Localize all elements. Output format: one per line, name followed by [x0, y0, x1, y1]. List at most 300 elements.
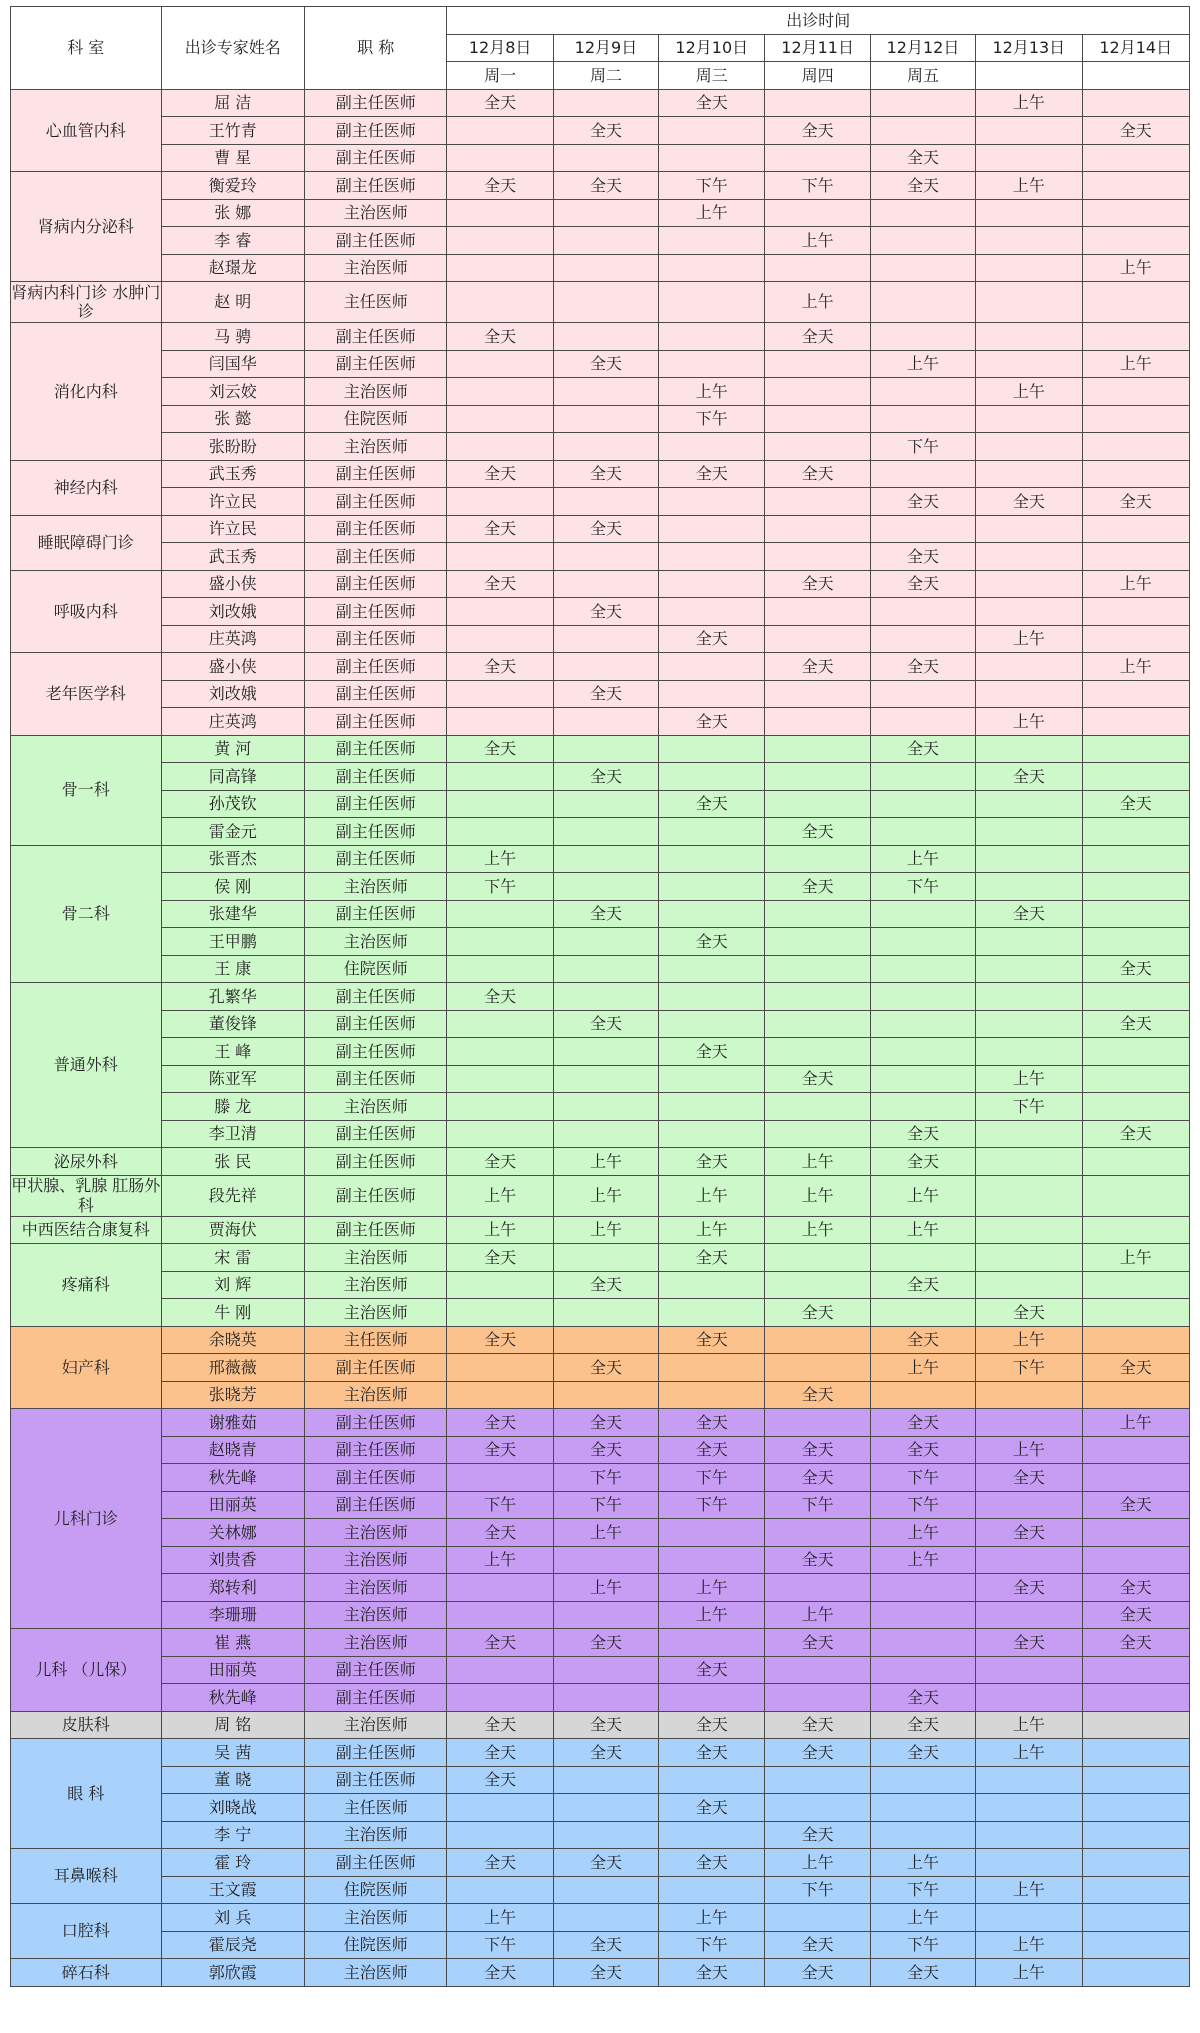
schedule-cell: 上午: [1082, 1409, 1190, 1437]
table-row: [11, 1959, 1190, 1987]
schedule-cell: [1082, 1148, 1190, 1176]
schedule-cell: 全天: [447, 983, 553, 1011]
doctor-name: 余晓英: [161, 1326, 304, 1354]
doctor-name: 李 宁: [161, 1821, 304, 1849]
schedule-cell: [553, 708, 658, 736]
schedule-cell: [553, 845, 658, 873]
doctor-name: 孙茂钦: [161, 790, 304, 818]
schedule-cell: [553, 1601, 658, 1629]
doctor-title: 副主任医师: [304, 1065, 446, 1093]
schedule-cell: [1082, 1876, 1190, 1904]
doctor-title: 主任医师: [304, 282, 446, 323]
table-header: [11, 7, 1190, 90]
schedule-cell: 上午: [659, 1175, 765, 1216]
doctor-title: 主治医师: [304, 199, 446, 227]
doctor-title: 副主任医师: [304, 790, 446, 818]
doctor-title: 主治医师: [304, 1574, 446, 1602]
schedule-cell: [976, 1601, 1082, 1629]
doctor-title: 副主任医师: [304, 144, 446, 172]
schedule-cell: [553, 227, 658, 255]
doctor-name: 孔繁华: [161, 983, 304, 1011]
table-row: [11, 1326, 1190, 1354]
schedule-cell: [1082, 1794, 1190, 1822]
schedule-cell: 全天: [765, 1381, 870, 1409]
schedule-cell: 下午: [447, 1931, 553, 1959]
schedule-cell: [447, 254, 553, 282]
table-row: [11, 89, 1190, 117]
table-row: [11, 1299, 1190, 1327]
schedule-cell: 上午: [870, 1904, 975, 1932]
table-row: [11, 598, 1190, 626]
schedule-cell: [765, 1038, 870, 1066]
schedule-cell: 全天: [447, 1711, 553, 1739]
schedule-cell: [870, 763, 975, 791]
schedule-cell: [659, 1546, 765, 1574]
schedule-cell: [765, 845, 870, 873]
table-row: [11, 1794, 1190, 1822]
doctor-name: 李卫清: [161, 1120, 304, 1148]
schedule-cell: [870, 708, 975, 736]
schedule-cell: 上午: [765, 1601, 870, 1629]
table-row: [11, 1093, 1190, 1121]
schedule-cell: 全天: [553, 900, 658, 928]
schedule-cell: 全天: [659, 708, 765, 736]
schedule-cell: [976, 1491, 1082, 1519]
schedule-cell: [1082, 172, 1190, 200]
schedule-cell: [976, 790, 1082, 818]
schedule-cell: [553, 1656, 658, 1684]
schedule-cell: [553, 1821, 658, 1849]
schedule-cell: [976, 1409, 1082, 1437]
table-row: [11, 433, 1190, 461]
schedule-cell: [765, 254, 870, 282]
schedule-cell: 上午: [447, 1216, 553, 1244]
schedule-cell: [553, 323, 658, 351]
schedule-cell: [765, 350, 870, 378]
schedule-cell: 下午: [870, 1931, 975, 1959]
schedule-cell: [976, 873, 1082, 901]
schedule-cell: [1082, 598, 1190, 626]
doctor-name: 宋 雷: [161, 1244, 304, 1272]
doctor-name: 赵晓青: [161, 1436, 304, 1464]
department-cell: 甲状腺、乳腺 肛肠外科: [11, 1176, 161, 1215]
schedule-cell: [870, 928, 975, 956]
schedule-cell: [447, 708, 553, 736]
schedule-cell: 下午: [553, 1491, 658, 1519]
doctor-title: 副主任医师: [304, 680, 446, 708]
department-cell: 心血管内科: [11, 89, 162, 172]
doctor-name: 崔 燕: [161, 1629, 304, 1657]
schedule-cell: [553, 1546, 658, 1574]
schedule-cell: [765, 735, 870, 763]
schedule-cell: [447, 1120, 553, 1148]
schedule-cell: [1082, 405, 1190, 433]
table-row: [11, 1409, 1190, 1437]
doctor-name: 周 铭: [161, 1711, 304, 1739]
schedule-cell: 全天: [1082, 1010, 1190, 1038]
schedule-cell: [765, 1010, 870, 1038]
schedule-cell: 上午: [553, 1148, 658, 1176]
doctor-name: 曹 星: [161, 144, 304, 172]
schedule-cell: 全天: [870, 570, 975, 598]
doctor-name: 雷金元: [161, 818, 304, 846]
schedule-cell: 上午: [659, 1904, 765, 1932]
table-row: [11, 653, 1190, 681]
department-cell: 儿科 （儿保）: [11, 1629, 162, 1712]
schedule-cell: [870, 680, 975, 708]
schedule-cell: [1082, 1766, 1190, 1794]
schedule-cell: 上午: [870, 1849, 975, 1877]
schedule-cell: 全天: [765, 818, 870, 846]
doctor-title: 副主任医师: [304, 653, 446, 681]
doctor-name: 武玉秀: [161, 460, 304, 488]
schedule-cell: 全天: [659, 1656, 765, 1684]
schedule-cell: [1082, 1271, 1190, 1299]
schedule-cell: [447, 680, 553, 708]
schedule-cell: [553, 1326, 658, 1354]
doctor-title: 副主任医师: [304, 845, 446, 873]
schedule-cell: [447, 763, 553, 791]
doctor-name: 秋先峰: [161, 1464, 304, 1492]
doctor-title: 副主任医师: [304, 708, 446, 736]
schedule-cell: [659, 1120, 765, 1148]
schedule-cell: 全天: [553, 1959, 658, 1987]
schedule-cell: [447, 433, 553, 461]
table-row: [11, 1491, 1190, 1519]
schedule-cell: 全天: [1082, 488, 1190, 516]
doctor-name: 侯 刚: [161, 873, 304, 901]
table-row: [11, 845, 1190, 873]
schedule-cell: 上午: [447, 845, 553, 873]
schedule-body: [11, 89, 1190, 1986]
schedule-cell: [553, 254, 658, 282]
doctor-title: 副主任医师: [304, 323, 446, 351]
department-cell: 睡眠障碍门诊: [11, 515, 162, 570]
doctor-name: 董俊锋: [161, 1010, 304, 1038]
schedule-cell: [870, 1244, 975, 1272]
schedule-cell: 上午: [976, 625, 1082, 653]
schedule-cell: [553, 1093, 658, 1121]
schedule-cell: 全天: [553, 1010, 658, 1038]
schedule-cell: 上午: [659, 199, 765, 227]
schedule-cell: [765, 433, 870, 461]
department-cell: 疼痛科: [11, 1244, 162, 1327]
doctor-name: 滕 龙: [161, 1093, 304, 1121]
schedule-cell: [553, 570, 658, 598]
schedule-cell: [1082, 1546, 1190, 1574]
table-row: [11, 543, 1190, 571]
schedule-cell: [870, 598, 975, 626]
schedule-cell: 上午: [870, 1546, 975, 1574]
schedule-cell: [659, 254, 765, 282]
schedule-cell: 全天: [447, 1409, 553, 1437]
schedule-cell: [976, 1684, 1082, 1712]
table-row: [11, 117, 1190, 145]
schedule-cell: [1082, 282, 1190, 323]
schedule-cell: [976, 117, 1082, 145]
schedule-cell: [870, 323, 975, 351]
schedule-cell: [870, 378, 975, 406]
schedule-cell: 上午: [1082, 254, 1190, 282]
schedule-cell: 上午: [976, 1931, 1082, 1959]
schedule-cell: 上午: [870, 1216, 975, 1244]
schedule-cell: [659, 1629, 765, 1657]
schedule-cell: [1082, 763, 1190, 791]
schedule-cell: 全天: [659, 1244, 765, 1272]
schedule-cell: [976, 543, 1082, 571]
table-row: [11, 460, 1190, 488]
schedule-cell: 全天: [765, 1436, 870, 1464]
schedule-cell: [1082, 1739, 1190, 1767]
schedule-cell: [553, 543, 658, 571]
schedule-cell: 上午: [976, 708, 1082, 736]
schedule-cell: [1082, 323, 1190, 351]
doctor-name: 刘晓战: [161, 1794, 304, 1822]
schedule-cell: [765, 1904, 870, 1932]
doctor-title: 副主任医师: [304, 350, 446, 378]
doctor-title: 主治医师: [304, 873, 446, 901]
schedule-cell: [659, 1065, 765, 1093]
doctor-name: 屈 洁: [161, 89, 304, 117]
doctor-title: 主治医师: [304, 254, 446, 282]
doctor-title: 住院医师: [304, 955, 446, 983]
doctor-name: 王甲鹏: [161, 928, 304, 956]
header-title: 职 称: [304, 7, 446, 90]
table-row: [11, 405, 1190, 433]
table-row: [11, 227, 1190, 255]
schedule-cell: [553, 955, 658, 983]
schedule-cell: [553, 282, 658, 323]
department-cell: 眼 科: [11, 1739, 162, 1849]
doctor-title: 副主任医师: [304, 172, 446, 200]
table-row: [11, 1381, 1190, 1409]
schedule-cell: [976, 323, 1082, 351]
doctor-name: 许立民: [161, 515, 304, 543]
schedule-cell: [1082, 1464, 1190, 1492]
schedule-cell: [447, 1574, 553, 1602]
schedule-cell: 下午: [659, 1464, 765, 1492]
doctor-name: 霍辰尧: [161, 1931, 304, 1959]
schedule-cell: 全天: [553, 1739, 658, 1767]
header-dept: 科 室: [11, 7, 162, 90]
department-cell: 消化内科: [11, 323, 162, 461]
schedule-cell: [976, 1148, 1082, 1176]
schedule-cell: 全天: [553, 460, 658, 488]
doctor-title: 副主任医师: [304, 625, 446, 653]
schedule-cell: [447, 488, 553, 516]
schedule-cell: [976, 735, 1082, 763]
schedule-cell: [1082, 1436, 1190, 1464]
header-weekday: 周一: [447, 62, 553, 90]
schedule-cell: 下午: [870, 1876, 975, 1904]
schedule-cell: 全天: [870, 1739, 975, 1767]
schedule-cell: [1082, 89, 1190, 117]
schedule-cell: 全天: [447, 1849, 553, 1877]
schedule-cell: 全天: [765, 1546, 870, 1574]
doctor-title: 副主任医师: [304, 598, 446, 626]
doctor-title: 副主任医师: [304, 1120, 446, 1148]
table-row: [11, 515, 1190, 543]
schedule-cell: 全天: [447, 1766, 553, 1794]
schedule-cell: [976, 653, 1082, 681]
schedule-cell: [553, 873, 658, 901]
schedule-cell: [659, 818, 765, 846]
table-row: [11, 1120, 1190, 1148]
doctor-title: 副主任医师: [304, 515, 446, 543]
schedule-cell: [447, 790, 553, 818]
schedule-cell: [976, 144, 1082, 172]
header-weekday: [976, 62, 1082, 90]
schedule-cell: 全天: [447, 1436, 553, 1464]
schedule-cell: [1082, 460, 1190, 488]
department-cell: 儿科门诊: [11, 1409, 162, 1629]
schedule-cell: 全天: [870, 1271, 975, 1299]
schedule-cell: 全天: [659, 1959, 765, 1987]
schedule-cell: 下午: [870, 873, 975, 901]
department-cell: 呼吸内科: [11, 570, 162, 653]
doctor-title: 主治医师: [304, 928, 446, 956]
schedule-cell: [447, 543, 553, 571]
schedule-cell: [553, 928, 658, 956]
schedule-cell: [870, 515, 975, 543]
doctor-title: 住院医师: [304, 1876, 446, 1904]
department-cell: 中西医结合康复科: [11, 1216, 162, 1244]
schedule-cell: 下午: [447, 1491, 553, 1519]
schedule-cell: 全天: [870, 735, 975, 763]
schedule-cell: [765, 1093, 870, 1121]
doctor-title: 主治医师: [304, 1601, 446, 1629]
schedule-cell: 全天: [765, 1821, 870, 1849]
table-row: [11, 955, 1190, 983]
schedule-cell: [1082, 928, 1190, 956]
schedule-cell: [1082, 199, 1190, 227]
department-cell: 口腔科: [11, 1904, 162, 1959]
schedule-cell: [553, 199, 658, 227]
schedule-cell: [976, 1010, 1082, 1038]
schedule-cell: [447, 1093, 553, 1121]
doctor-title: 副主任医师: [304, 1409, 446, 1437]
schedule-cell: 全天: [553, 350, 658, 378]
schedule-cell: 全天: [765, 1739, 870, 1767]
doctor-title: 副主任医师: [304, 900, 446, 928]
table-row: [11, 1148, 1190, 1176]
doctor-name: 牛 刚: [161, 1299, 304, 1327]
doctor-name: 霍 玲: [161, 1849, 304, 1877]
schedule-cell: 全天: [659, 1409, 765, 1437]
schedule-cell: 下午: [553, 1464, 658, 1492]
doctor-name: 刘 兵: [161, 1904, 304, 1932]
table-row: [11, 735, 1190, 763]
schedule-cell: [976, 1821, 1082, 1849]
doctor-name: 段先祥: [161, 1175, 304, 1216]
schedule-cell: [447, 144, 553, 172]
department-cell: 泌尿外科: [11, 1148, 162, 1176]
schedule-cell: 上午: [976, 1065, 1082, 1093]
schedule-cell: [976, 1120, 1082, 1148]
schedule-cell: [659, 543, 765, 571]
schedule-cell: [447, 378, 553, 406]
schedule-cell: [447, 350, 553, 378]
schedule-cell: [553, 1766, 658, 1794]
table-row: [11, 708, 1190, 736]
schedule-cell: 全天: [447, 1739, 553, 1767]
schedule-cell: [870, 1093, 975, 1121]
schedule-cell: 上午: [447, 1546, 553, 1574]
schedule-cell: [447, 928, 553, 956]
schedule-cell: [870, 1574, 975, 1602]
schedule-cell: [765, 1794, 870, 1822]
schedule-cell: 全天: [870, 1684, 975, 1712]
doctor-name: 郭欣霞: [161, 1959, 304, 1987]
schedule-cell: 下午: [765, 1491, 870, 1519]
doctor-title: 副主任医师: [304, 570, 446, 598]
doctor-title: 主治医师: [304, 433, 446, 461]
doctor-name: 盛小侠: [161, 570, 304, 598]
schedule-cell: [765, 199, 870, 227]
schedule-cell: [1082, 1711, 1190, 1739]
doctor-title: 主治医师: [304, 1299, 446, 1327]
doctor-name: 同高锋: [161, 763, 304, 791]
schedule-cell: 全天: [447, 89, 553, 117]
schedule-cell: [976, 254, 1082, 282]
header-date: 12月9日: [553, 34, 658, 62]
table-row: [11, 254, 1190, 282]
schedule-cell: 全天: [870, 1959, 975, 1987]
schedule-cell: [765, 763, 870, 791]
schedule-cell: 上午: [659, 1601, 765, 1629]
doctor-name: 刘改娥: [161, 598, 304, 626]
department-cell: 肾病内分泌科: [11, 172, 162, 282]
schedule-cell: 全天: [447, 653, 553, 681]
department-cell: 妇产科: [11, 1326, 162, 1409]
header-visit-time: 出诊时间: [447, 7, 1190, 35]
table-row: [11, 1684, 1190, 1712]
table-row: [11, 1519, 1190, 1547]
department-cell: 皮肤科: [11, 1711, 162, 1739]
schedule-cell: [870, 625, 975, 653]
table-row: [11, 790, 1190, 818]
schedule-cell: [1082, 1216, 1190, 1244]
header-weekday: 周二: [553, 62, 658, 90]
schedule-cell: [447, 1601, 553, 1629]
schedule-cell: 下午: [976, 1093, 1082, 1121]
schedule-cell: [976, 1766, 1082, 1794]
doctor-title: 主治医师: [304, 1381, 446, 1409]
doctor-title: 主治医师: [304, 1519, 446, 1547]
schedule-cell: [870, 983, 975, 1011]
doctor-name: 王竹青: [161, 117, 304, 145]
schedule-cell: [976, 955, 1082, 983]
schedule-cell: [765, 955, 870, 983]
schedule-cell: [976, 570, 1082, 598]
schedule-cell: 全天: [553, 680, 658, 708]
schedule-cell: [765, 515, 870, 543]
schedule-cell: 全天: [659, 625, 765, 653]
schedule-cell: 全天: [870, 488, 975, 516]
schedule-cell: 全天: [553, 1931, 658, 1959]
schedule-cell: [870, 282, 975, 323]
schedule-cell: [870, 1629, 975, 1657]
department-cell: 普通外科: [11, 983, 162, 1148]
schedule-cell: 全天: [659, 89, 765, 117]
schedule-cell: 全天: [447, 460, 553, 488]
schedule-cell: [765, 1120, 870, 1148]
schedule-cell: [1082, 433, 1190, 461]
schedule-cell: [765, 928, 870, 956]
schedule-cell: 全天: [870, 144, 975, 172]
doctor-name: 李珊珊: [161, 1601, 304, 1629]
schedule-cell: [870, 89, 975, 117]
